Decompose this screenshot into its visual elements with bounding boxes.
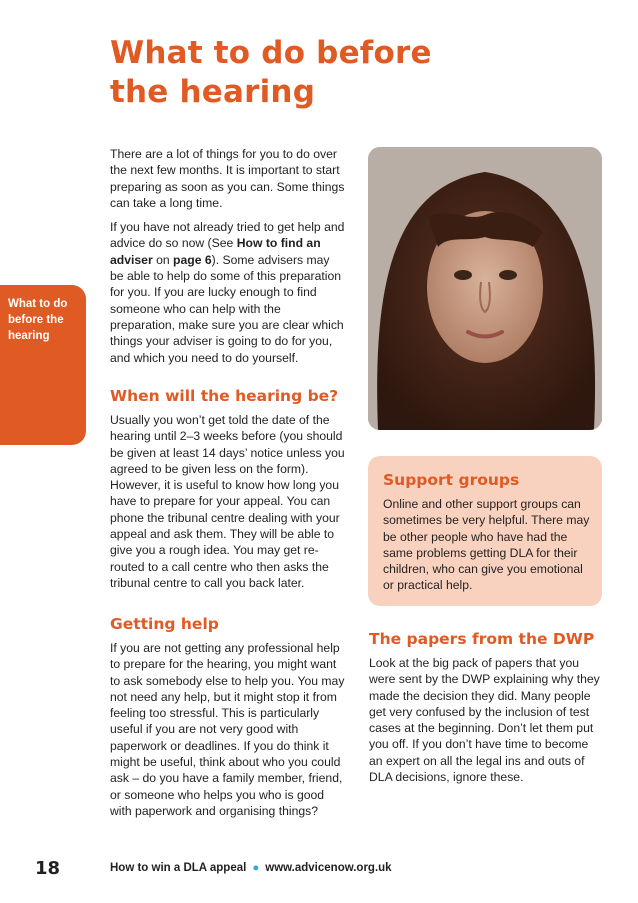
section-tab-line-3: hearing (8, 330, 50, 342)
hearing-heading: When will the hearing be? (110, 387, 339, 405)
girl-portrait-photo (368, 147, 602, 430)
intro-paragraph-2 (110, 219, 345, 366)
page-number: 18 (35, 858, 61, 879)
bullet-icon: ● (252, 862, 260, 874)
support-groups-box (368, 456, 602, 606)
page-reference: page 6 (173, 252, 212, 267)
section-tab (0, 285, 86, 445)
help-section (110, 614, 345, 827)
guide-title: How to win a DLA appeal (110, 862, 247, 874)
intro-section (110, 146, 345, 374)
page-title (110, 34, 450, 112)
section-tab-line-2: before the (8, 314, 64, 326)
papers-heading: The papers from the DWP (369, 630, 595, 648)
support-body: Online and other support groups can sometimes be very helpful. There may be other people who have had the same problems getting DLA for their children, who can give you emotional or practical help. (383, 497, 590, 593)
help-body: If you are not getting any professional help to prepare for the hearing, you might want to ask somebody else to help you. You may not need any help, but it might stop it from feeling too stressful. This is particularly useful if you are not very good with paperwork or deadlines. If you do think it might be useful, think about who you could ask – do you have a family member, friend, or someone who helps you who is good with paperwork and organising things? (110, 641, 345, 818)
website-link[interactable]: www.advicenow.org.uk (265, 862, 392, 874)
page-title-line-2: the hearing (110, 74, 316, 110)
section-tab-label (8, 296, 82, 344)
page-footer (0, 858, 638, 880)
footer-text (110, 862, 392, 874)
section-tab-line-1: What to do (8, 298, 68, 310)
intro-paragraph-1: There are a lot of things for you to do over the next few months. It is important to start preparing as soon as you can. Some things can take a long time. (110, 147, 345, 210)
papers-body: Look at the big pack of papers that you were sent by the DWP explaining why they made the decision they did. Many people get very confused by the inclusion of test cases at the beginning. Don’t let them put you off. If you don’t have time to become an expert on all the legal ins and outs of DLA decisions, ignore these. (369, 656, 600, 785)
hearing-section (110, 386, 345, 599)
adviser-reference: How to find an adviser (110, 236, 321, 267)
page-title-line-1: What to do before (110, 35, 432, 71)
intro-text-c: ). Some advisers may be able to help do some of this preparation for you. If you are lucky enough to find someone who can help with the preparation, make sure you are clear which things your adviser is going to do for you, and which you need to do yourself. (110, 252, 344, 365)
hearing-body: Usually you won’t get told the date of the hearing until 2–3 weeks before (you should be given at least 14 days’ notice unless you agreed to be given less on the form). However, it is useful to know how long you have to prepare for your appeal. You can phone the tribunal centre dealing with your appeal and ask them. They will be able to give you a rough idea. You may get re-routed to a call centre who then asks the tribunal centre to call you back later. (110, 413, 345, 590)
papers-section (369, 629, 601, 793)
support-groups-content (383, 470, 593, 602)
intro-text-b: on (152, 252, 174, 267)
support-heading: Support groups (383, 471, 520, 489)
help-heading: Getting help (110, 615, 219, 633)
intro-text-a: If you have not already tried to get help and advice do so now (See (110, 220, 345, 251)
portrait-illustration (368, 147, 602, 430)
